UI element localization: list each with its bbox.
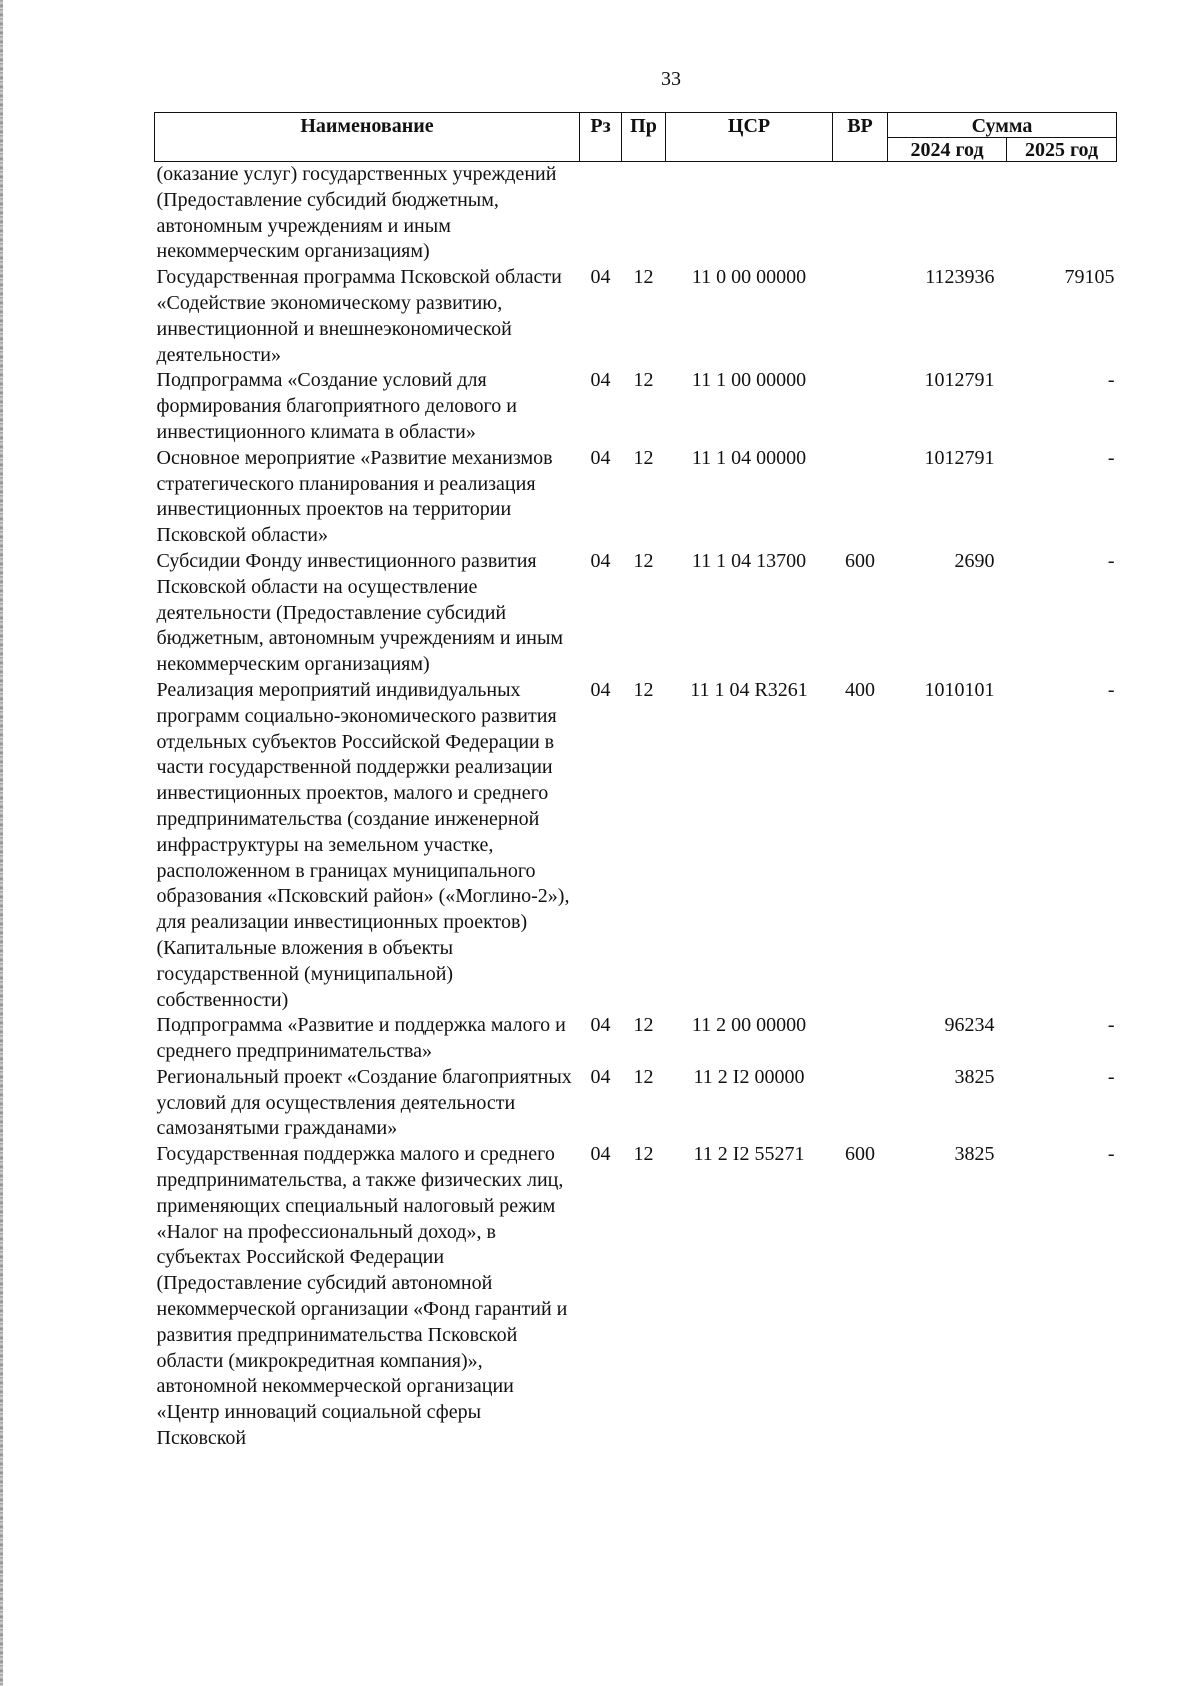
table-row	[155, 446, 1117, 549]
cell-csr: 11 2 00 00000	[691, 1014, 807, 1037]
table-body	[155, 162, 1117, 1452]
cell-vr: 600	[845, 549, 875, 572]
table-row	[155, 265, 1117, 368]
cell-2024: 3825	[954, 1143, 995, 1166]
header-rz: Рз	[580, 113, 622, 162]
cell-rz: 04	[590, 549, 611, 572]
header-name: Наименование	[155, 113, 580, 162]
cell-2025: 79105	[1064, 266, 1115, 289]
header-year-2025: 2025 год	[1007, 138, 1117, 162]
cell-2024: 1123936	[925, 266, 995, 289]
table-header	[155, 113, 1117, 162]
cell-pr: 12	[633, 1065, 654, 1088]
cell-rz: 04	[590, 1065, 611, 1088]
cell-rz: 04	[590, 369, 611, 392]
cell-2025: -	[1107, 1014, 1115, 1037]
cell-2024: 3825	[954, 1065, 995, 1088]
cell-vr	[833, 368, 888, 445]
cell-rz: 04	[590, 446, 611, 469]
cell-name: Реализация мероприятий индивидуальных программ социально-экономического развития отдельных субъектов Российской Федерации в части государственной поддержки реализации инвестиционных проектов, малого и среднего предпринимательства (создание инженерной инфраструктуры на земельном участке, расположенном в границах муниципального образования «Псковский район» («Моглино-2»), для реализации инвестиционных проектов) (Капитальные вложения в объекты государственной (муниципальной) собственности)	[156, 678, 570, 1011]
table-row	[155, 162, 1117, 266]
header-year-2024: 2024 год	[888, 138, 1007, 162]
cell-rz: 04	[590, 1143, 611, 1166]
cell-2025: -	[1107, 1065, 1115, 1088]
cell-2025: -	[1107, 1143, 1115, 1166]
table-row	[155, 678, 1117, 1013]
table-row	[155, 1065, 1117, 1142]
cell-2025: -	[1107, 369, 1115, 392]
cell-name: Подпрограмма «Развитие и поддержка малого и среднего предпринимательства»	[156, 1014, 566, 1063]
cell-rz	[580, 162, 622, 266]
cell-vr: 400	[845, 678, 875, 701]
cell-vr: 600	[845, 1143, 875, 1166]
cell-vr	[833, 162, 888, 266]
scan-edge	[0, 0, 3, 1686]
cell-name: Подпрограмма «Создание условий для формирования благоприятного делового и инвестиционного климата в области»	[156, 369, 517, 443]
table-row	[155, 1142, 1117, 1452]
table-row	[155, 549, 1117, 678]
table-row	[155, 368, 1117, 445]
cell-csr: 11 1 00 00000	[691, 369, 807, 392]
cell-pr: 12	[633, 1143, 654, 1166]
cell-2025: -	[1107, 446, 1115, 469]
cell-pr: 12	[633, 266, 654, 289]
cell-rz: 04	[590, 1014, 611, 1037]
cell-2024: 1010101	[924, 678, 995, 701]
cell-2025: -	[1107, 549, 1115, 572]
cell-2025: -	[1107, 678, 1115, 701]
cell-pr: 12	[633, 549, 654, 572]
cell-name: (оказание услуг) государственных учреждений (Предоставление субсидий бюджетным, автономным учреждениям и иным некоммерческим организациям)	[156, 163, 557, 263]
cell-csr	[666, 162, 833, 266]
cell-pr: 12	[633, 1014, 654, 1037]
cell-pr: 12	[633, 678, 654, 701]
header-pr: Пр	[622, 113, 666, 162]
header-vr: ВР	[833, 113, 888, 162]
cell-vr	[833, 446, 888, 549]
cell-2024: 1012791	[924, 369, 995, 392]
cell-csr: 11 1 04 13700	[691, 549, 807, 572]
cell-vr	[833, 1065, 888, 1142]
page-number: 33	[661, 68, 681, 90]
cell-csr: 11 2 I2 55271	[693, 1143, 805, 1166]
cell-vr	[833, 1013, 888, 1065]
cell-2025	[1007, 162, 1117, 266]
cell-2024: 1012791	[924, 446, 995, 469]
cell-2024	[888, 162, 1007, 266]
cell-csr: 11 1 04 00000	[691, 446, 807, 469]
cell-name: Основное мероприятие «Развитие механизмов стратегического планирования и реализация инвестиционных проектов на территории Псковской области»	[156, 446, 553, 547]
cell-name: Государственная поддержка малого и среднего предпринимательства, а также физических лиц, применяющих специальный налоговый режим «Налог на профессиональный доход», в субъектах Российской Федерации (Предоставление субсидий автономной некоммерческой организации «Фонд гарантий и развития предпринимательства Псковской области (микрокредитная компания)», автономной некоммерческой организации «Центр инноваций социальной сферы Псковской	[156, 1143, 568, 1450]
cell-csr: 11 2 I2 00000	[693, 1065, 805, 1088]
cell-2024: 96234	[944, 1014, 995, 1037]
table-row	[155, 1013, 1117, 1065]
cell-pr: 12	[633, 369, 654, 392]
cell-pr	[622, 162, 666, 266]
budget-table	[154, 112, 1117, 1452]
cell-name: Государственная программа Псковской области «Содействие экономическому развитию, инвестиционной и внешнеэкономической деятельности»	[156, 266, 562, 366]
cell-rz: 04	[590, 678, 611, 701]
header-sum: Сумма	[888, 113, 1117, 138]
cell-name: Региональный проект «Создание благоприятных условий для осуществления деятельности самозанятыми гражданами»	[156, 1065, 572, 1140]
cell-csr: 11 0 00 00000	[691, 266, 807, 289]
cell-csr: 11 1 04 R3261	[690, 678, 808, 701]
cell-2024: 2690	[954, 549, 995, 572]
cell-vr	[833, 265, 888, 368]
cell-rz: 04	[590, 266, 611, 289]
cell-pr: 12	[633, 446, 654, 469]
cell-name: Субсидии Фонду инвестиционного развития Псковской области на осуществление деятельности (Предоставление субсидий бюджетным, автономным учреждениям и иным некоммерческим организациям)	[156, 549, 564, 676]
header-csr: ЦСР	[666, 113, 833, 162]
